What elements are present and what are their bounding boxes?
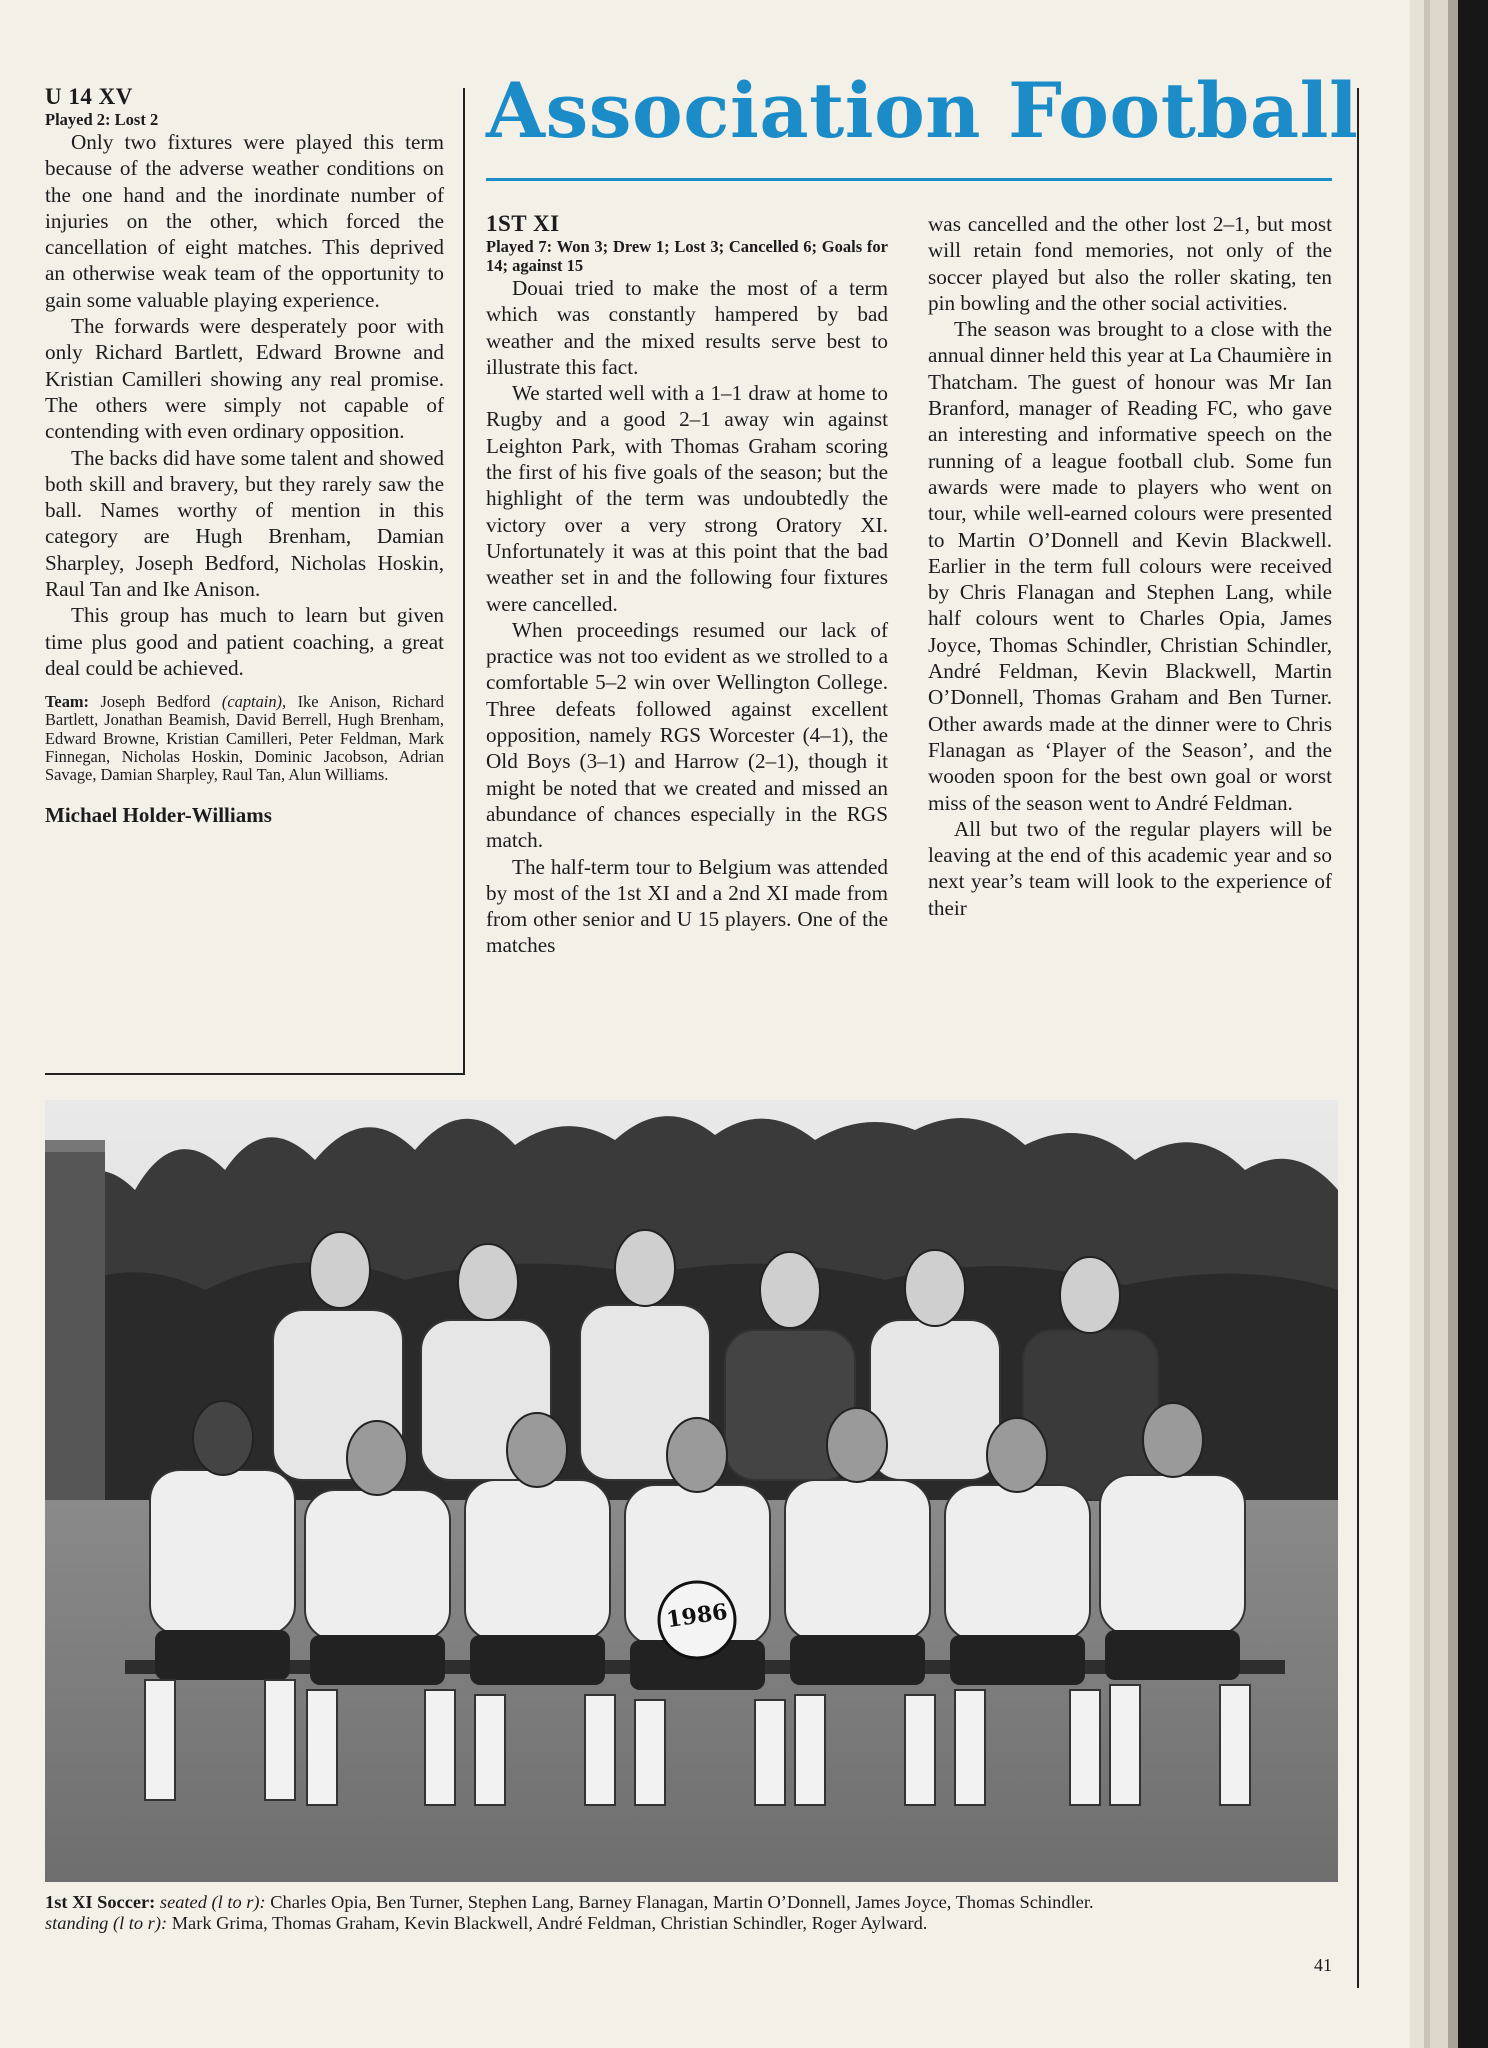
ball-label: 1986 xyxy=(664,1598,730,1634)
u14-record: Played 2: Lost 2 xyxy=(45,110,159,129)
first-xi-paragraph: The season was brought to a close with the annual dinner held this year at La Chaumière in Thatcham. The guest of honour was Mr Ian Branford, manager of Reading FC, who gave an interesting and informative speech on the running of a league football club. Some fun awards were made to players who went on tour, while well-earned colours were presented to Martin O’Donnell and Kevin Blackwell. Earlier in the term full colours were received by Chris Flanagan and Stephen Lang, while half colours went to Charles Opia, James Joyce, Thomas Schindler, Christian Schindler, André Feldman, Kevin Blackwell, Martin O’Donnell, Thomas Graham and Ben Turner. Other awards made at the dinner were to Chris Flanagan as ‘Player of the Season’, and the wooden spoon for the best own goal or worst miss of the season went to André Feldman. xyxy=(928,317,1332,815)
team-photo-illustration xyxy=(45,1100,1338,1882)
first-xi-paragraph: Douai tried to make the most of a term which was constantly hampered by bad weather and the mixed results serve best to illustrate this fact. xyxy=(486,276,888,379)
caption-standing-label: standing (l to r): xyxy=(45,1913,168,1933)
first-xi-paragraph: When proceedings resumed our lack of practice was not too evident as we strolled to a comfortable 5–2 win over Wellington College. Three defeats followed against excellent opposition, namely RGS Worcester (4–1), the Old Boys (3–1) and Harrow (2–1), though it might be noted that we created and missed an abundance of chances especially in the RGS match. xyxy=(486,617,888,853)
first-xi-heading: 1ST XI xyxy=(486,211,560,236)
title-rule xyxy=(486,178,1332,181)
first-xi-column xyxy=(486,211,888,959)
u14-column xyxy=(45,84,444,829)
team-members: Ike Anison, Richard Bartlett, Jonathan Beamish, David Berrell, Hugh Brenham, Edward Browne, Kristian Camilleri, Peter Feldman, Mark Finnegan, Nicholas Hoskin, Dominic Jacobson, Adrian Savage, Damian Sharpley, Raul Tan, Alun Williams. xyxy=(45,692,444,785)
first-xi-column-continued xyxy=(928,211,1332,921)
book-edge xyxy=(1448,0,1458,2048)
team-captain-note: (captain), xyxy=(221,692,287,712)
first-xi-paragraph: was cancelled and the other lost 2–1, but most will retain fond memories, not only of the soccer played but also the roller skating, ten pin bowling and the other social activities. xyxy=(928,212,1332,315)
team-photo xyxy=(45,1100,1338,1882)
first-xi-paragraph: The half-term tour to Belgium was attended by most of the 1st XI and a 2nd XI made from from other senior and U 15 players. One of the matches xyxy=(486,854,888,958)
team-label: Team: xyxy=(45,692,90,712)
u14-paragraph: The backs did have some talent and showed both skill and bravery, but they rarely saw the ball. Names worthy of mention in this category are Hugh Brenham, Damian Sharpley, Joseph Bedford, Nicholas Hoskin, Raul Tan and Ike Anison. xyxy=(45,445,444,602)
right-page-rule xyxy=(1357,88,1359,1988)
first-xi-paragraph: All but two of the regular players will be leaving at the end of this academic year and so next year’s team will look to the experience of their xyxy=(928,816,1332,920)
book-edge xyxy=(1430,0,1448,2048)
caption-label: 1st XI Soccer: xyxy=(45,1892,156,1912)
first-xi-paragraph: We started well with a 1–1 draw at home to Rugby and a good 2–1 away win against Leighton Park, with Thomas Graham scoring the first of his five goals of the season; but the highlight of the term was undoubtedly the victory over a very strong Oratory XI. Unfortunately it was at this point that the bad weather set in and the following four fixtures were cancelled. xyxy=(486,381,888,616)
caption-line-standing xyxy=(45,1913,1345,1934)
u14-paragraph: The forwards were desperately poor with only Richard Bartlett, Edward Browne and Kristian Camilleri showing any real promise. The others were simply not capable of contending with even ordinary opposition. xyxy=(45,314,444,444)
book-edge xyxy=(1410,0,1424,2048)
page-title: Association Football xyxy=(486,66,1359,155)
u14-paragraph: This group has much to learn but given time plus good and patient coaching, a great deal could be achieved. xyxy=(45,603,444,680)
left-column-rule-bottom xyxy=(45,1073,465,1075)
u14-paragraph: Only two fixtures were played this term because of the adverse weather conditions on the one hand and the inordinate number of injuries on the other, which forced the cancellation of eight matches. This deprived an otherwise weak team of the opportunity to gain some valuable playing experience. xyxy=(45,130,444,312)
team-captain: Joseph Bedford xyxy=(100,692,211,712)
caption-seated-names: Charles Opia, Ben Turner, Stephen Lang, Barney Flanagan, Martin O’Donnell, James Joyce, Thomas Schindler. xyxy=(270,1892,1094,1912)
author: Michael Holder-Williams xyxy=(45,803,272,828)
photo-caption xyxy=(45,1892,1345,1934)
u14-heading: U 14 XV xyxy=(45,84,133,109)
u14-team-list xyxy=(45,693,444,784)
left-column-rule-right xyxy=(463,88,465,1073)
caption-line-seated xyxy=(45,1892,1345,1913)
first-xi-record: Played 7: Won 3; Drew 1; Lost 3; Cancelled 6; Goals for 14; against 15 xyxy=(486,237,888,275)
caption-standing-names: Mark Grima, Thomas Graham, Kevin Blackwell, André Feldman, Christian Schindler, Roger Aylward. xyxy=(171,1913,928,1933)
page-number: 41 xyxy=(1314,1955,1332,1975)
caption-seated-label: seated (l to r): xyxy=(159,1892,266,1912)
